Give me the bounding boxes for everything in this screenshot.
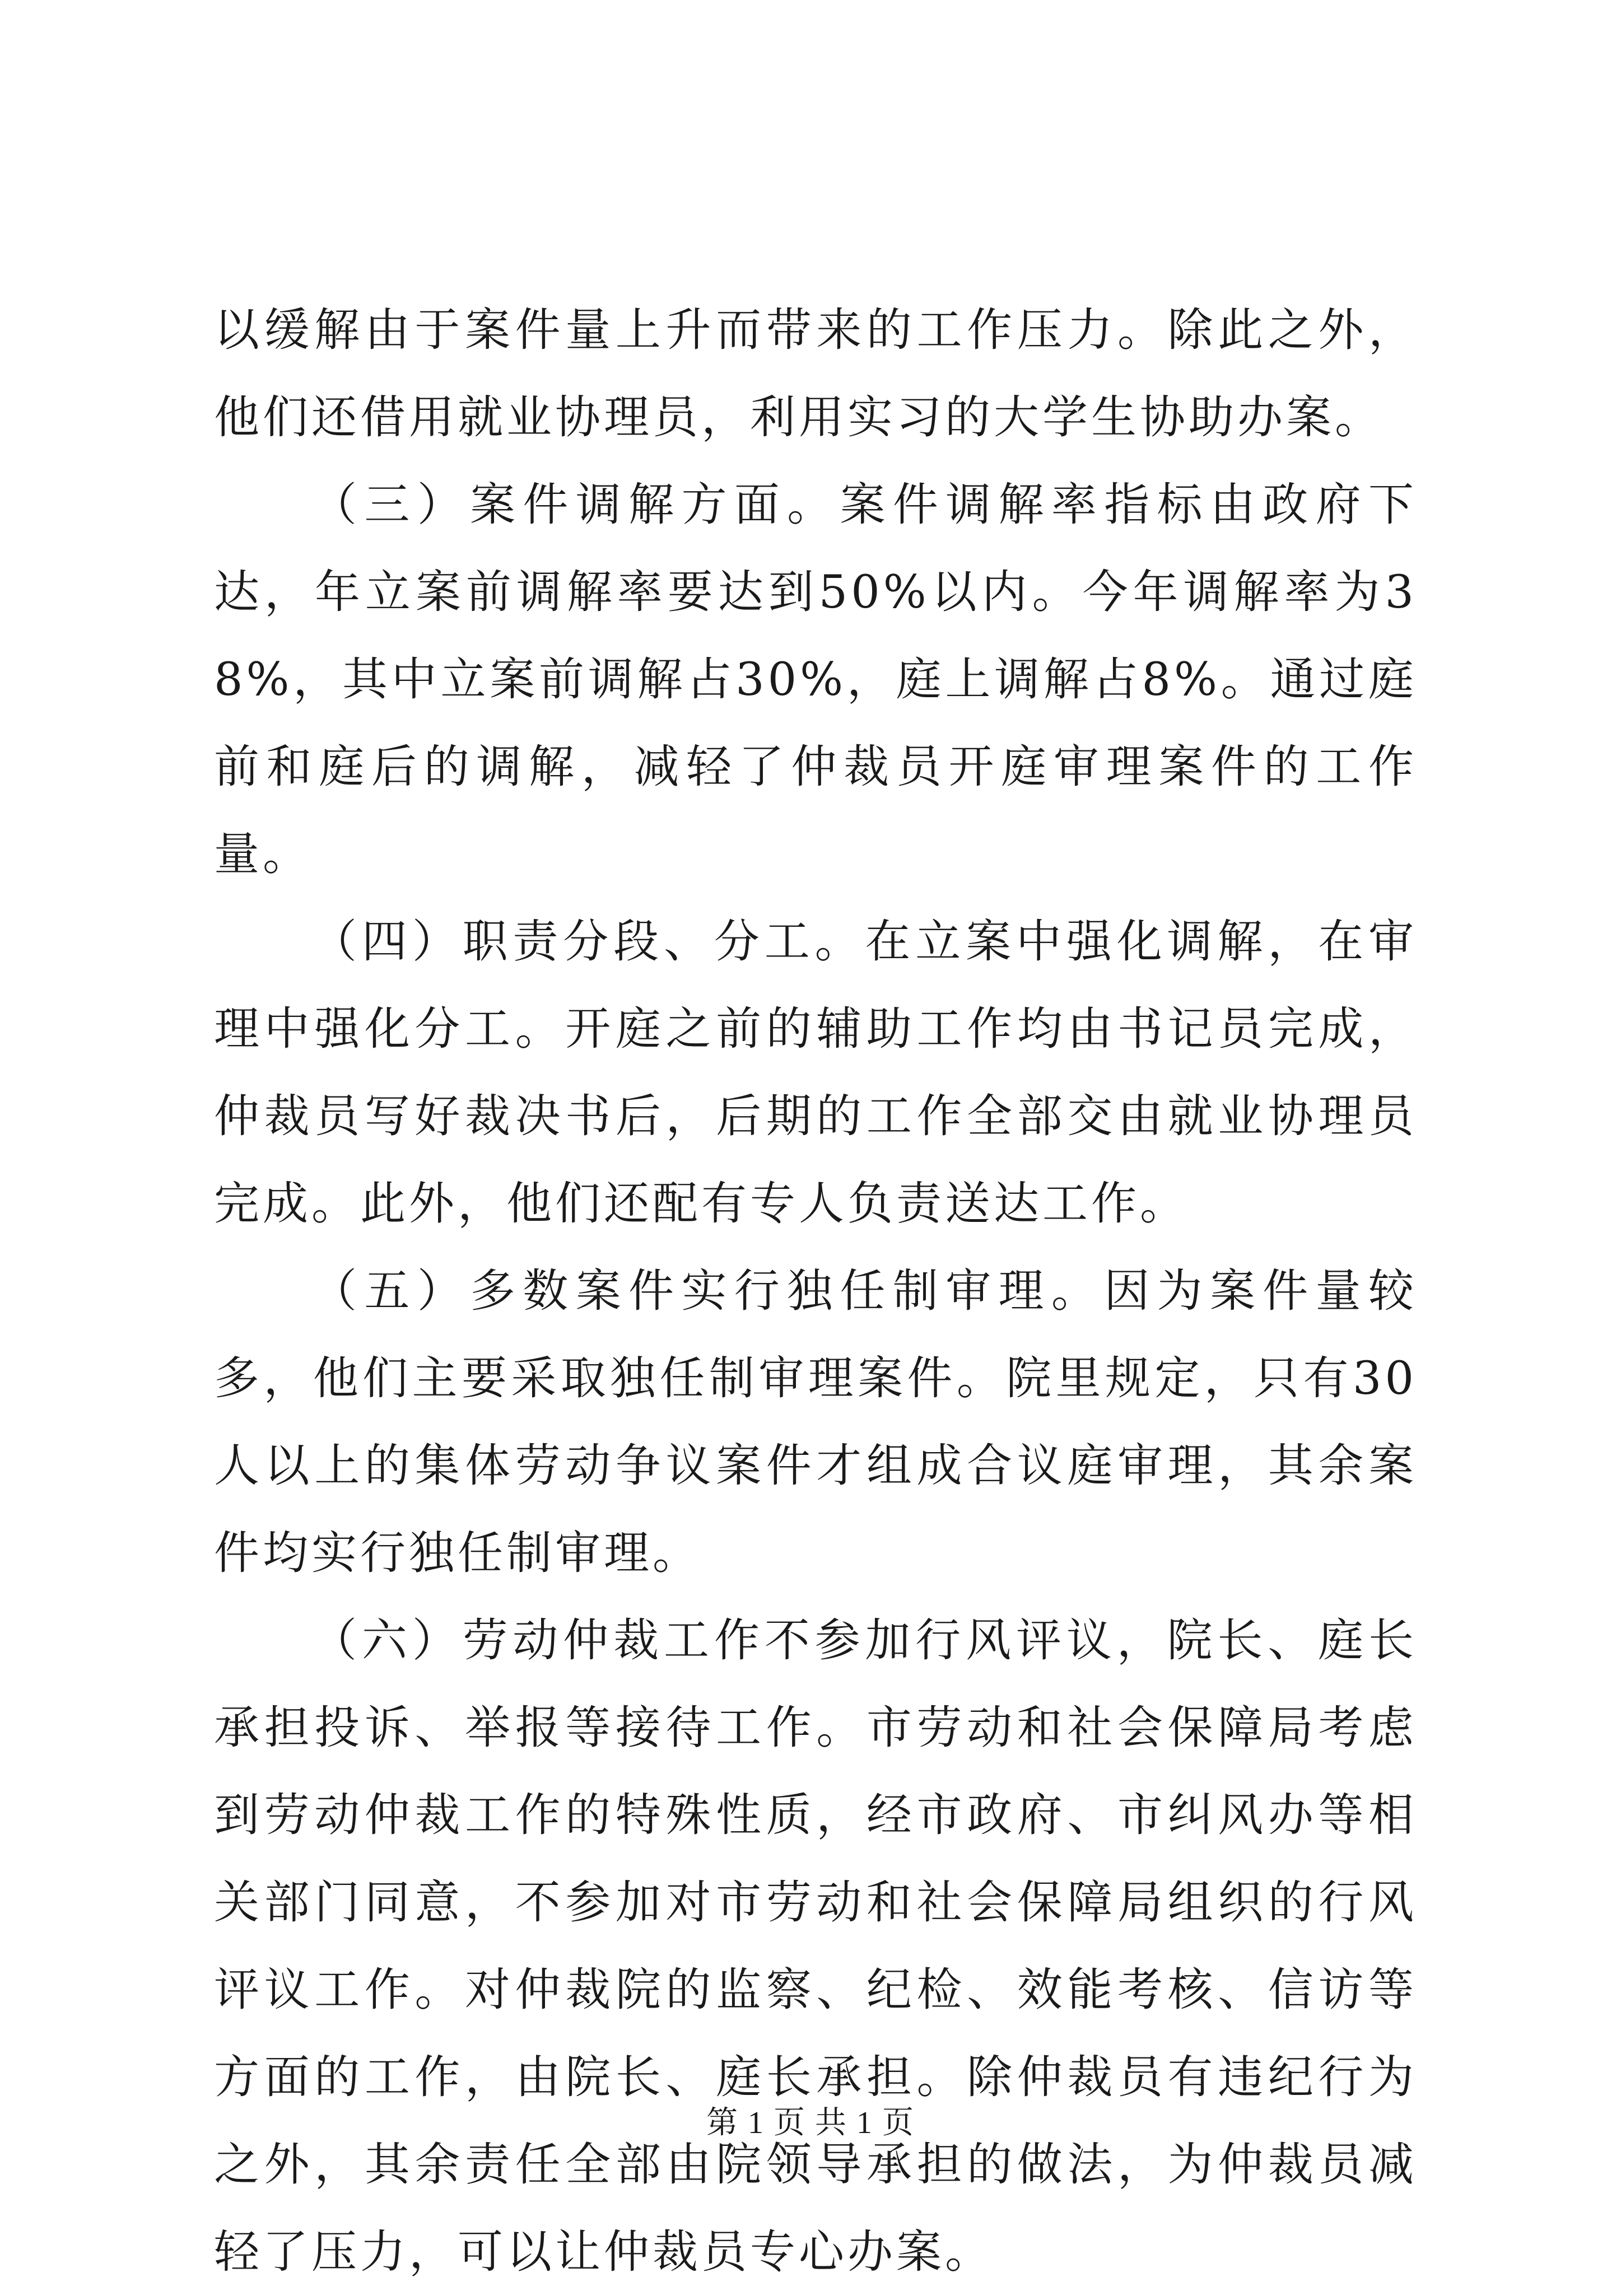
- paragraph-section-4: （四）职责分段、分工。在立案中强化调解，在审理中强化分工。开庭之前的辅助工作均由书记员完成，仲裁员写好裁决书后，后期的工作全部交由就业协理员完成。此外，他们还配有专人负责送达工作。: [214, 916, 1417, 1230]
- document-body: [214, 287, 1417, 2296]
- paragraph-section-5: （五）多数案件实行独任制审理。因为案件量较多，他们主要采取独任制审理案件。院里规定，只有30人以上的集体劳动争议案件才组成合议庭审理，其余案件均实行独任制审理。: [214, 1265, 1417, 1580]
- paragraph-section-6: （六）劳动仲裁工作不参加行风评议，院长、庭长承担投诉、举报等接待工作。市劳动和社会保障局考虑到劳动仲裁工作的特殊性质，经市政府、市纠风办等相关部门同意，不参加对市劳动和社会保障局组织的行风评议工作。对仲裁院的监察、纪检、效能考核、信访等方面的工作，由院长、庭长承担。除仲裁员有违纪行为之外，其余责任全部由院领导承担的做法，为仲裁员减轻了压力，可以让仲裁员专心办案。: [214, 1614, 1417, 2279]
- paragraph-continuation: 以缓解由于案件量上升而带来的工作压力。除此之外，他们还借用就业协理员，利用实习的大学生协助办案。: [214, 304, 1417, 444]
- paragraph-section-3: （三）案件调解方面。案件调解率指标由政府下达，年立案前调解率要达到50%以内。今年调解率为38%，其中立案前调解占30%，庭上调解占8%。通过庭前和庭后的调解，减轻了仲裁员开庭审理案件的工作量。: [214, 479, 1417, 881]
- page-number-footer: 第 1 页 共 1 页: [706, 2106, 915, 2140]
